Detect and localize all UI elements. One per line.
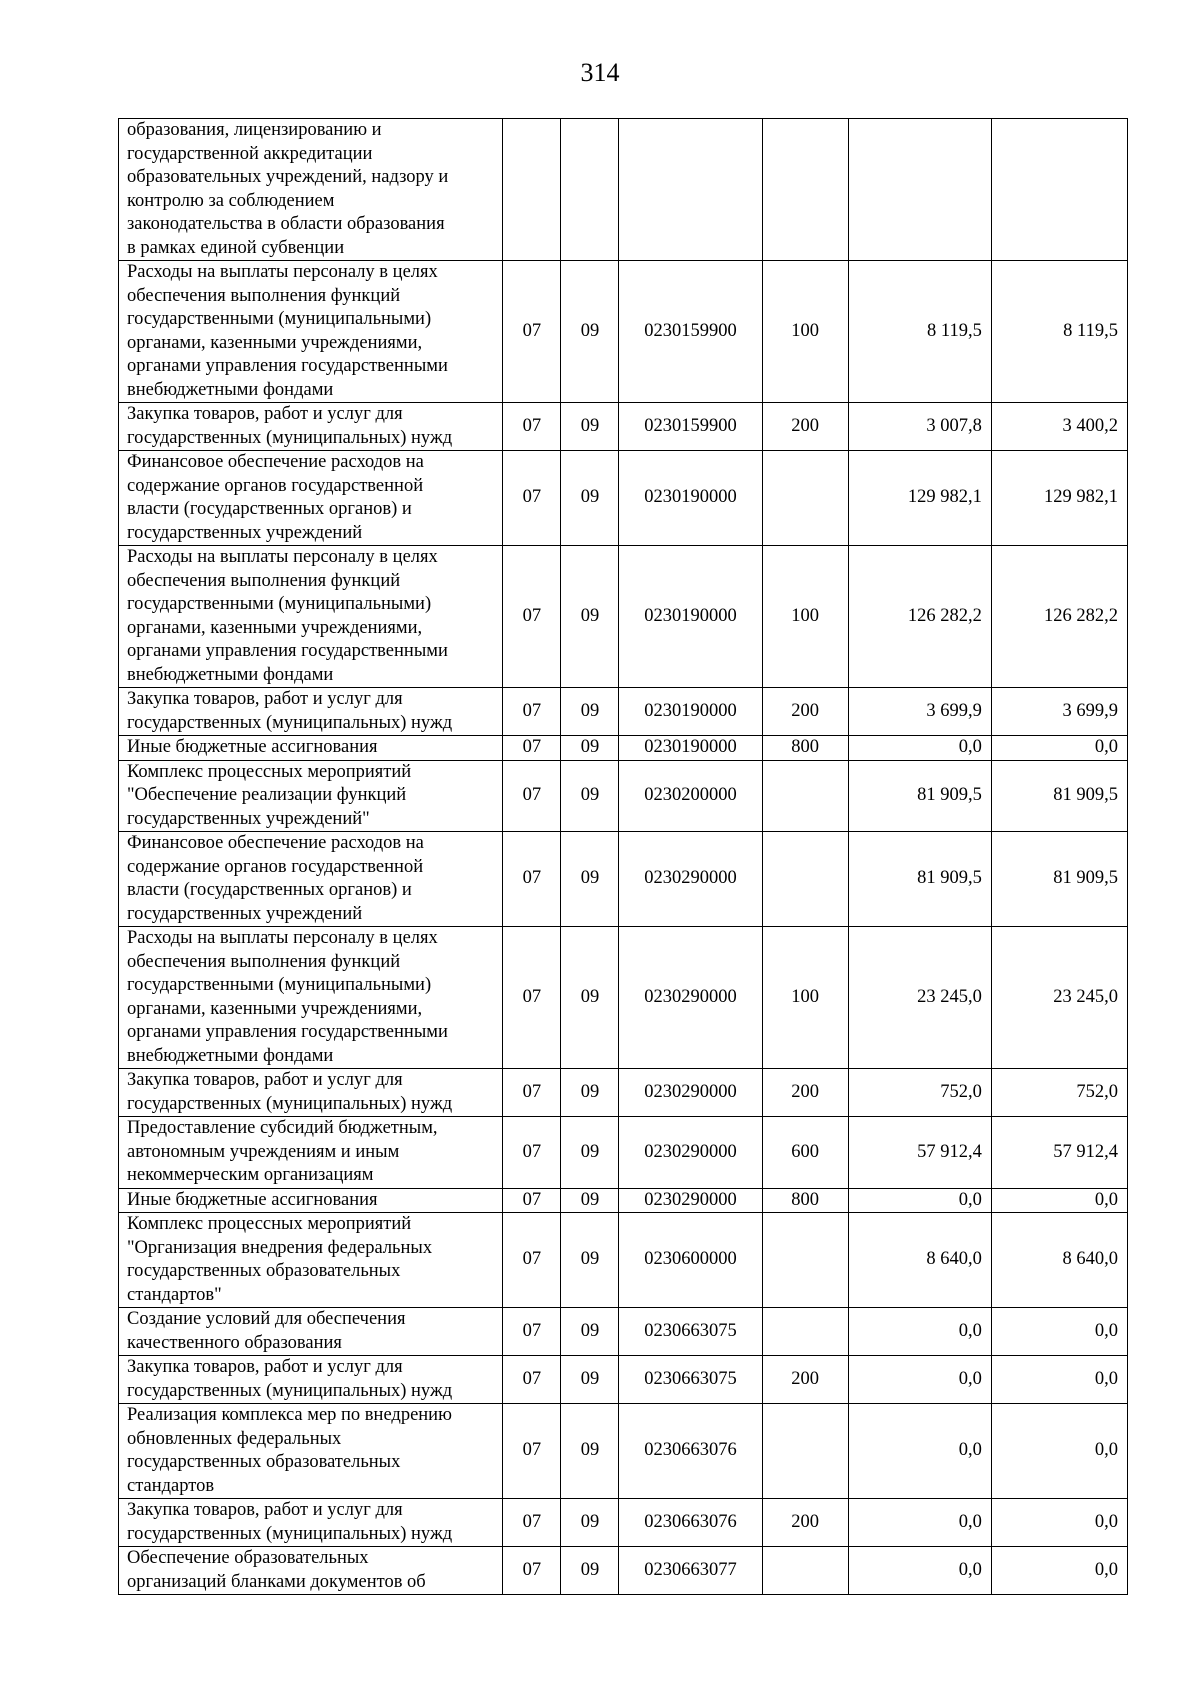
expense-name-cell: Закупка товаров, работ и услуг для государственных (муниципальных) нужд — [119, 1069, 503, 1117]
subsection-code-cell: 09 — [561, 832, 619, 927]
section-code-cell: 07 — [503, 1308, 561, 1356]
budget-table — [118, 118, 1128, 1595]
table-row — [119, 832, 1128, 927]
expense-type-cell — [762, 832, 848, 927]
expense-name-cell: Расходы на выплаты персоналу в целях обеспечения выполнения функций государственными (муниципальными) органами, казенными учреждениями, органами управления государственными внебюджетными фондами — [119, 546, 503, 688]
expense-type-cell: 200 — [762, 688, 848, 736]
target-article-cell: 0230190000 — [619, 688, 762, 736]
subsection-code-cell — [561, 119, 619, 261]
table-row — [119, 688, 1128, 736]
subsection-code-cell: 09 — [561, 403, 619, 451]
section-code-cell: 07 — [503, 927, 561, 1069]
table-row — [119, 261, 1128, 403]
amount-year-1-cell: 0,0 — [848, 1547, 991, 1595]
target-article-cell: 0230159900 — [619, 403, 762, 451]
amount-year-1-cell: 0,0 — [848, 736, 991, 761]
subsection-code-cell: 09 — [561, 451, 619, 546]
table-row — [119, 1308, 1128, 1356]
table-row — [119, 546, 1128, 688]
amount-year-1-cell: 0,0 — [848, 1404, 991, 1499]
section-code-cell: 07 — [503, 1188, 561, 1213]
section-code-cell: 07 — [503, 1404, 561, 1499]
table-row — [119, 736, 1128, 761]
amount-year-1-cell: 3 699,9 — [848, 688, 991, 736]
amount-year-2-cell: 0,0 — [991, 1547, 1127, 1595]
amount-year-1-cell: 752,0 — [848, 1069, 991, 1117]
subsection-code-cell: 09 — [561, 546, 619, 688]
amount-year-2-cell: 3 699,9 — [991, 688, 1127, 736]
expense-type-cell — [762, 119, 848, 261]
amount-year-1-cell: 8 119,5 — [848, 261, 991, 403]
section-code-cell: 07 — [503, 403, 561, 451]
expense-name-cell: Закупка товаров, работ и услуг для государственных (муниципальных) нужд — [119, 688, 503, 736]
subsection-code-cell: 09 — [561, 688, 619, 736]
amount-year-1-cell: 129 982,1 — [848, 451, 991, 546]
amount-year-2-cell: 8 119,5 — [991, 261, 1127, 403]
expense-type-cell — [762, 451, 848, 546]
table-row — [119, 1499, 1128, 1547]
target-article-cell: 0230190000 — [619, 736, 762, 761]
expense-type-cell: 100 — [762, 546, 848, 688]
page-number: 314 — [580, 58, 620, 87]
expense-type-cell — [762, 1547, 848, 1595]
amount-year-2-cell: 81 909,5 — [991, 760, 1127, 832]
amount-year-2-cell: 3 400,2 — [991, 403, 1127, 451]
expense-type-cell: 200 — [762, 403, 848, 451]
section-code-cell: 07 — [503, 760, 561, 832]
expense-type-cell: 800 — [762, 1188, 848, 1213]
target-article-cell: 0230663075 — [619, 1308, 762, 1356]
amount-year-1-cell: 81 909,5 — [848, 760, 991, 832]
amount-year-1-cell: 0,0 — [848, 1188, 991, 1213]
amount-year-2-cell: 0,0 — [991, 1404, 1127, 1499]
expense-name-cell: Создание условий для обеспечения качественного образования — [119, 1308, 503, 1356]
expense-name-cell: Реализация комплекса мер по внедрению обновленных федеральных государственных образовательных стандартов — [119, 1404, 503, 1499]
section-code-cell: 07 — [503, 736, 561, 761]
table-row — [119, 1188, 1128, 1213]
table-row — [119, 451, 1128, 546]
target-article-cell: 0230290000 — [619, 1117, 762, 1189]
amount-year-1-cell: 126 282,2 — [848, 546, 991, 688]
subsection-code-cell: 09 — [561, 927, 619, 1069]
amount-year-2-cell: 0,0 — [991, 1308, 1127, 1356]
target-article-cell: 0230663076 — [619, 1499, 762, 1547]
expense-name-cell: Расходы на выплаты персоналу в целях обеспечения выполнения функций государственными (муниципальными) органами, казенными учреждениями, органами управления государственными внебюджетными фондами — [119, 261, 503, 403]
section-code-cell: 07 — [503, 1069, 561, 1117]
subsection-code-cell: 09 — [561, 1308, 619, 1356]
amount-year-2-cell: 0,0 — [991, 736, 1127, 761]
amount-year-2-cell: 0,0 — [991, 1188, 1127, 1213]
section-code-cell: 07 — [503, 1547, 561, 1595]
subsection-code-cell: 09 — [561, 760, 619, 832]
expense-type-cell: 800 — [762, 736, 848, 761]
subsection-code-cell: 09 — [561, 1547, 619, 1595]
amount-year-2-cell: 0,0 — [991, 1499, 1127, 1547]
amount-year-2-cell: 23 245,0 — [991, 927, 1127, 1069]
section-code-cell: 07 — [503, 261, 561, 403]
expense-name-cell: Финансовое обеспечение расходов на содержание органов государственной власти (государственных органов) и государственных учреждений — [119, 451, 503, 546]
expense-type-cell — [762, 1213, 848, 1308]
target-article-cell: 0230290000 — [619, 927, 762, 1069]
table-row — [119, 403, 1128, 451]
amount-year-1-cell: 57 912,4 — [848, 1117, 991, 1189]
expense-type-cell: 100 — [762, 261, 848, 403]
expense-type-cell: 200 — [762, 1069, 848, 1117]
expense-name-cell: Иные бюджетные ассигнования — [119, 1188, 503, 1213]
expense-type-cell — [762, 760, 848, 832]
section-code-cell: 07 — [503, 688, 561, 736]
table-row — [119, 927, 1128, 1069]
section-code-cell: 07 — [503, 1117, 561, 1189]
target-article-cell: 0230663077 — [619, 1547, 762, 1595]
amount-year-1-cell: 81 909,5 — [848, 832, 991, 927]
target-article-cell — [619, 119, 762, 261]
table-body — [119, 119, 1128, 1595]
subsection-code-cell: 09 — [561, 1499, 619, 1547]
expense-name-cell: Расходы на выплаты персоналу в целях обеспечения выполнения функций государственными (муниципальными) органами, казенными учреждениями, органами управления государственными внебюджетными фондами — [119, 927, 503, 1069]
amount-year-2-cell: 81 909,5 — [991, 832, 1127, 927]
expense-name-cell: Закупка товаров, работ и услуг для государственных (муниципальных) нужд — [119, 403, 503, 451]
subsection-code-cell: 09 — [561, 1117, 619, 1189]
section-code-cell: 07 — [503, 832, 561, 927]
target-article-cell: 0230200000 — [619, 760, 762, 832]
target-article-cell: 0230159900 — [619, 261, 762, 403]
section-code-cell: 07 — [503, 546, 561, 688]
subsection-code-cell: 09 — [561, 1213, 619, 1308]
expense-name-cell: Иные бюджетные ассигнования — [119, 736, 503, 761]
subsection-code-cell: 09 — [561, 1188, 619, 1213]
target-article-cell: 0230290000 — [619, 1069, 762, 1117]
expense-name-cell: Комплекс процессных мероприятий "Организация внедрения федеральных государственных образовательных стандартов" — [119, 1213, 503, 1308]
section-code-cell — [503, 119, 561, 261]
expense-type-cell: 200 — [762, 1499, 848, 1547]
section-code-cell: 07 — [503, 1213, 561, 1308]
amount-year-2-cell: 129 982,1 — [991, 451, 1127, 546]
amount-year-2-cell: 8 640,0 — [991, 1213, 1127, 1308]
target-article-cell: 0230663075 — [619, 1356, 762, 1404]
expense-name-cell: Закупка товаров, работ и услуг для государственных (муниципальных) нужд — [119, 1356, 503, 1404]
expense-name-cell: Комплекс процессных мероприятий "Обеспечение реализации функций государственных учреждений" — [119, 760, 503, 832]
expense-type-cell: 100 — [762, 927, 848, 1069]
target-article-cell: 0230290000 — [619, 832, 762, 927]
expense-type-cell — [762, 1308, 848, 1356]
subsection-code-cell: 09 — [561, 261, 619, 403]
subsection-code-cell: 09 — [561, 1069, 619, 1117]
expense-name-cell: Финансовое обеспечение расходов на содержание органов государственной власти (государственных органов) и государственных учреждений — [119, 832, 503, 927]
expense-name-cell: Закупка товаров, работ и услуг для государственных (муниципальных) нужд — [119, 1499, 503, 1547]
expense-name-cell: образования, лицензированию и государственной аккредитации образовательных учреждений, надзору и контролю за соблюдением законодательства в области образования в рамках единой субвенции — [119, 119, 503, 261]
section-code-cell: 07 — [503, 451, 561, 546]
amount-year-2-cell: 0,0 — [991, 1356, 1127, 1404]
expense-type-cell — [762, 1404, 848, 1499]
table-row — [119, 1069, 1128, 1117]
amount-year-1-cell: 0,0 — [848, 1356, 991, 1404]
amount-year-2-cell: 126 282,2 — [991, 546, 1127, 688]
amount-year-1-cell: 0,0 — [848, 1499, 991, 1547]
expense-name-cell: Предоставление субсидий бюджетным, автономным учреждениям и иным некоммерческим организациям — [119, 1117, 503, 1189]
subsection-code-cell: 09 — [561, 1404, 619, 1499]
amount-year-1-cell: 8 640,0 — [848, 1213, 991, 1308]
target-article-cell: 0230190000 — [619, 546, 762, 688]
target-article-cell: 0230190000 — [619, 451, 762, 546]
table-row — [119, 119, 1128, 261]
amount-year-1-cell: 0,0 — [848, 1308, 991, 1356]
subsection-code-cell: 09 — [561, 736, 619, 761]
section-code-cell: 07 — [503, 1356, 561, 1404]
table-row — [119, 1117, 1128, 1189]
subsection-code-cell: 09 — [561, 1356, 619, 1404]
expense-type-cell: 200 — [762, 1356, 848, 1404]
amount-year-1-cell — [848, 119, 991, 261]
table-row — [119, 1213, 1128, 1308]
section-code-cell: 07 — [503, 1499, 561, 1547]
table-row — [119, 1404, 1128, 1499]
target-article-cell: 0230290000 — [619, 1188, 762, 1213]
amount-year-1-cell: 23 245,0 — [848, 927, 991, 1069]
table-row — [119, 760, 1128, 832]
expense-name-cell: Обеспечение образовательных организаций бланками документов об — [119, 1547, 503, 1595]
amount-year-2-cell: 752,0 — [991, 1069, 1127, 1117]
expense-type-cell: 600 — [762, 1117, 848, 1189]
amount-year-1-cell: 3 007,8 — [848, 403, 991, 451]
table-row — [119, 1547, 1128, 1595]
table-row — [119, 1356, 1128, 1404]
target-article-cell: 0230600000 — [619, 1213, 762, 1308]
amount-year-2-cell — [991, 119, 1127, 261]
target-article-cell: 0230663076 — [619, 1404, 762, 1499]
amount-year-2-cell: 57 912,4 — [991, 1117, 1127, 1189]
